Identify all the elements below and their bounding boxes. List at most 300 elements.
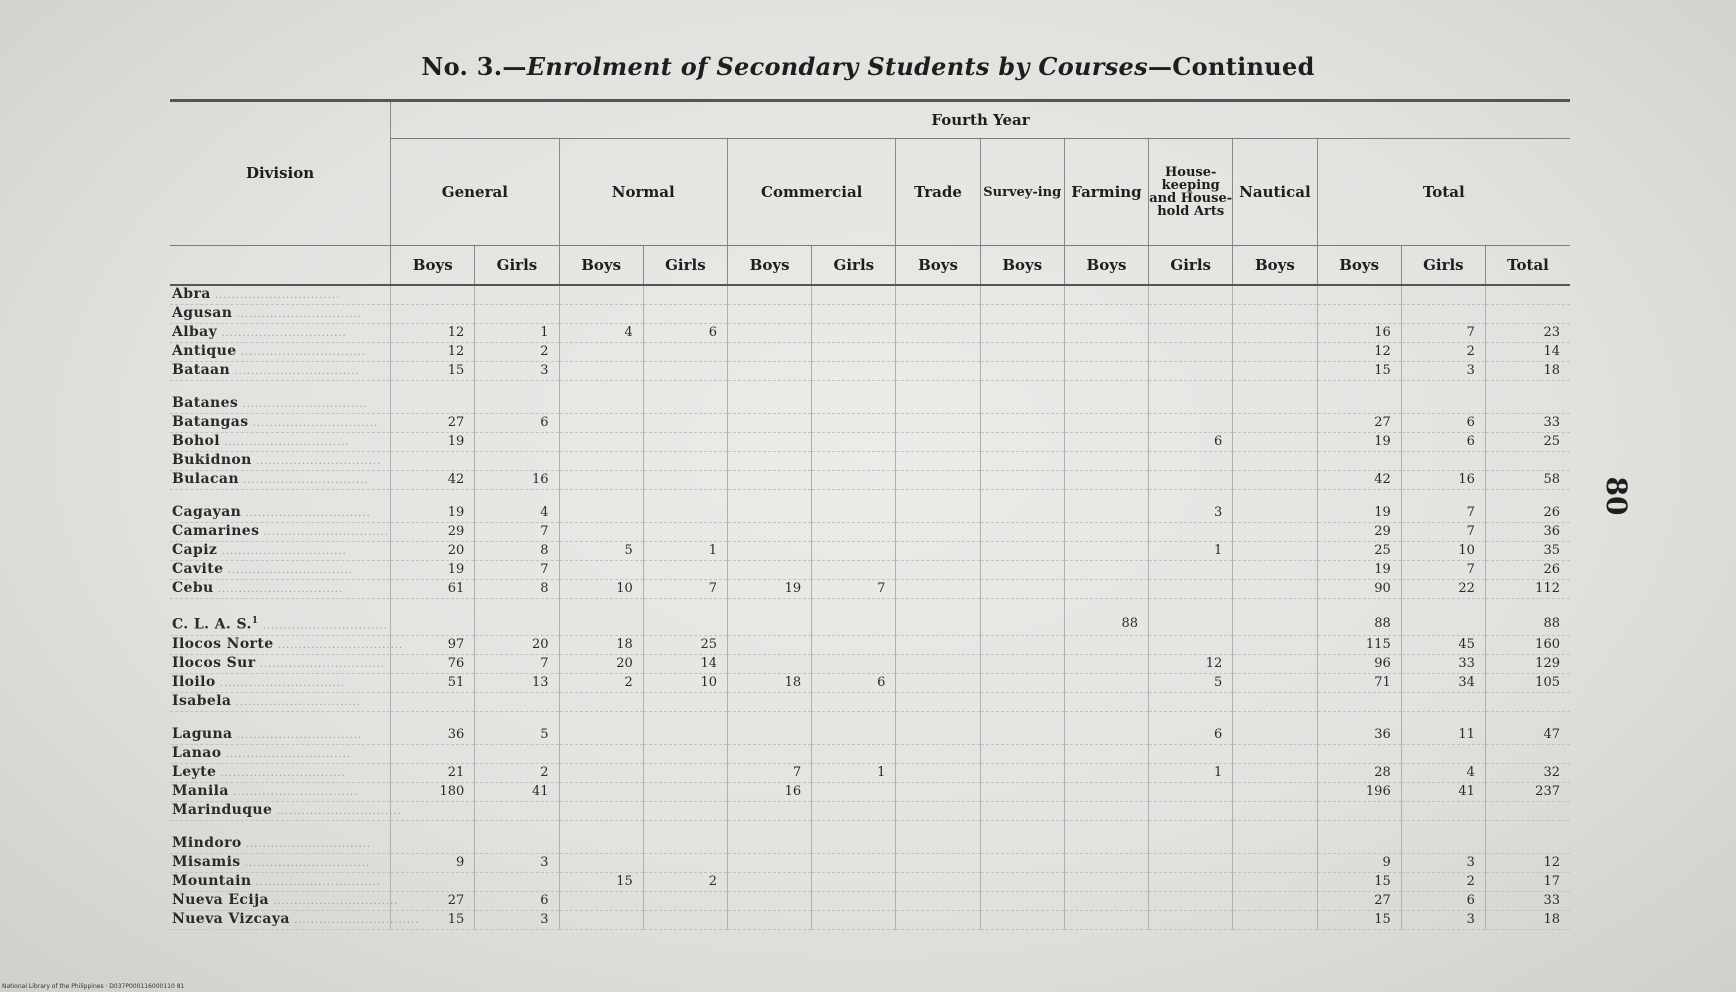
sub-header-cell: Total [1485,246,1570,286]
data-cell: 7 [812,580,896,599]
spacer-cell [1401,599,1485,614]
spacer-cell [1233,820,1317,835]
leader-dots: .............................. [251,456,382,467]
data-cell: 15 [1317,910,1401,929]
spacer-cell [170,599,391,614]
data-cell [812,362,896,381]
data-cell [1317,692,1401,711]
data-cell [1233,414,1317,433]
data-cell [643,561,727,580]
data-cell [559,763,643,782]
data-cell [1317,305,1401,324]
data-cell [1233,362,1317,381]
division-name: Bulacan [172,471,239,487]
division-name: Abra [172,286,211,302]
data-cell [1149,580,1233,599]
page-title: No. 3.—Enrolment of Secondary Students by Courses—Continued [421,52,1315,81]
sub-header-cell: Girls [643,246,727,286]
data-cell [643,613,727,635]
data-cell: 14 [1485,343,1570,362]
division-name: Mountain [172,872,252,889]
data-cell [896,452,980,471]
division-name: Cavite [172,561,224,577]
data-cell: 9 [391,853,475,872]
sub-header-cell: Boys [1064,246,1148,286]
data-cell [643,853,727,872]
leader-dots: .............................. [230,366,360,377]
division-name-cell [170,613,391,635]
data-cell [980,635,1064,654]
data-cell: 96 [1317,654,1401,673]
leader-dots: .............................. [238,475,369,486]
division-name: Marinduque [172,801,273,818]
data-cell [812,692,896,711]
data-cell: 129 [1485,654,1570,673]
data-cell [980,673,1064,692]
spacer-cell [896,381,980,396]
data-cell [559,726,643,745]
data-cell [1401,613,1485,635]
sub-header-cell: Boys [727,246,811,286]
data-cell [727,414,811,433]
data-cell [391,613,475,635]
table-row [170,853,1570,872]
data-cell [980,433,1064,452]
data-cell [559,452,643,471]
data-cell: 15 [391,910,475,929]
leader-dots: .............................. [232,309,362,320]
data-cell [1149,452,1233,471]
data-cell: 3 [1401,853,1485,872]
data-cell [980,343,1064,362]
data-cell: 41 [475,782,559,801]
table-row [170,726,1570,745]
data-cell [812,285,896,305]
data-cell [1233,910,1317,929]
data-cell [559,835,643,854]
spacer-cell [391,711,475,726]
data-cell [1233,835,1317,854]
data-cell: 26 [1485,561,1570,580]
sub-header-cell: Boys [896,246,980,286]
division-name-cell [170,542,391,561]
data-cell: 3 [475,853,559,872]
data-cell [980,580,1064,599]
data-cell: 112 [1485,580,1570,599]
data-cell: 7 [475,523,559,542]
division-name-cell [170,692,391,711]
division-name-cell [170,744,391,763]
spacer-cell [475,381,559,396]
data-cell [559,561,643,580]
data-cell: 71 [1317,673,1401,692]
data-cell [559,343,643,362]
data-cell: 1 [1149,763,1233,782]
data-cell [1064,561,1148,580]
data-cell: 16 [727,782,811,801]
division-name: Capiz [172,542,218,558]
data-cell [980,726,1064,745]
data-cell: 19 [1317,561,1401,580]
data-cell [1233,285,1317,305]
data-cell: 12 [1485,853,1570,872]
spacer-cell [170,820,391,835]
sub-header-cell: Girls [1401,246,1485,286]
data-cell [1233,613,1317,635]
spacer-cell [727,599,811,614]
data-cell: 7 [643,580,727,599]
data-cell [896,343,980,362]
data-cell [1149,801,1233,820]
data-cell [559,891,643,910]
course-header-commercial: Commercial [727,139,895,246]
data-cell [980,782,1064,801]
spacer-cell [727,711,811,726]
data-cell [1149,324,1233,343]
data-cell: 51 [391,673,475,692]
sub-header-cell: Boys [1317,246,1401,286]
data-cell: 27 [1317,891,1401,910]
division-column-header: Division [170,102,391,246]
data-cell: 11 [1401,726,1485,745]
group-spacer-row [170,711,1570,726]
data-cell [727,891,811,910]
data-cell [727,726,811,745]
data-cell [475,285,559,305]
data-cell: 2 [643,872,727,891]
spacer-cell [559,490,643,505]
data-cell [1401,801,1485,820]
data-cell [1401,395,1485,414]
data-cell: 3 [1401,910,1485,929]
data-cell [1401,285,1485,305]
data-cell [643,744,727,763]
table-row [170,744,1570,763]
leader-dots: .............................. [210,290,341,301]
course-header-total: Total [1317,139,1570,246]
division-name-cell [170,433,391,452]
data-cell [1233,635,1317,654]
data-cell [980,362,1064,381]
table-row [170,692,1570,711]
spacer-cell [812,490,896,505]
data-cell [812,414,896,433]
data-cell: 5 [1149,673,1233,692]
spacer-cell [170,490,391,505]
data-cell [643,763,727,782]
data-cell [980,891,1064,910]
data-cell: 25 [643,635,727,654]
data-cell: 18 [559,635,643,654]
division-name-cell [170,343,391,362]
division-name: Iloilo [172,673,216,690]
data-cell [643,395,727,414]
data-cell [980,835,1064,854]
data-cell: 6 [1401,414,1485,433]
division-name: Laguna [172,725,233,742]
group-spacer-row [170,599,1570,614]
data-cell [1317,801,1401,820]
data-cell [1064,414,1148,433]
data-cell: 33 [1401,654,1485,673]
data-cell [475,744,559,763]
data-cell: 7 [1401,504,1485,523]
sub-header-blank [170,246,391,286]
course-header-trade: Trade [896,139,980,246]
spacer-cell [896,490,980,505]
data-cell: 7 [475,654,559,673]
data-cell [1149,414,1233,433]
data-cell [1233,763,1317,782]
data-cell [812,910,896,929]
data-cell [1485,395,1570,414]
spacer-cell [980,381,1064,396]
spacer-cell [1233,381,1317,396]
data-cell [1064,835,1148,854]
data-cell [643,305,727,324]
data-cell [1317,835,1401,854]
data-cell: 90 [1317,580,1401,599]
data-cell: 33 [1485,414,1570,433]
data-cell [643,726,727,745]
data-cell [812,744,896,763]
data-cell [896,673,980,692]
course-header-general: General [391,139,559,246]
data-cell [1485,692,1570,711]
fourth-year-header: Fourth Year [391,102,1570,139]
data-cell [896,853,980,872]
data-cell [1233,343,1317,362]
data-cell [1149,782,1233,801]
data-cell: 160 [1485,635,1570,654]
data-cell: 2 [475,763,559,782]
data-cell [559,692,643,711]
division-name-cell [170,504,391,523]
data-cell: 15 [1317,362,1401,381]
spacer-cell [1485,711,1570,726]
data-cell [812,504,896,523]
spacer-cell [1149,490,1233,505]
data-cell [559,801,643,820]
division-name-cell [170,635,404,654]
data-cell: 12 [391,324,475,343]
data-cell: 13 [475,673,559,692]
data-cell [727,654,811,673]
table-row [170,504,1570,523]
data-cell [1233,654,1317,673]
division-name: Bukidnon [172,452,252,468]
data-cell [1233,673,1317,692]
group-spacer-row [170,381,1570,396]
table-row [170,523,1570,542]
data-cell: 6 [812,673,896,692]
data-cell: 88 [1317,613,1401,635]
leader-dots: .............................. [238,399,368,410]
data-cell: 1 [475,324,559,343]
leader-dots: .............................. [217,328,347,339]
group-spacer-row [170,820,1570,835]
data-cell [1485,835,1570,854]
data-cell [896,414,980,433]
spacer-cell [980,599,1064,614]
data-cell: 6 [643,324,727,343]
table-row [170,343,1570,362]
data-cell [1233,891,1317,910]
data-cell: 42 [1317,471,1401,490]
data-cell: 7 [1401,324,1485,343]
data-cell: 6 [1149,726,1233,745]
data-cell [1064,285,1148,305]
table-row [170,613,1570,635]
spacer-cell [1064,820,1148,835]
spacer-cell [391,490,475,505]
spacer-cell [391,820,475,835]
course-header-surveying: Survey-ing [980,139,1064,246]
data-cell [812,872,896,891]
data-cell [1064,853,1148,872]
data-cell: 6 [475,414,559,433]
data-cell [391,801,475,820]
table-row [170,395,1570,414]
data-cell [1064,580,1148,599]
division-name: Batangas [172,414,249,430]
data-cell [812,343,896,362]
data-cell: 7 [727,763,811,782]
data-cell [1149,523,1233,542]
division-name-cell [170,853,391,872]
leader-dots: .............................. [240,857,371,869]
spacer-cell [1233,599,1317,614]
division-name: Albay [172,324,218,340]
data-cell: 10 [1401,542,1485,561]
data-cell [1064,305,1148,324]
data-cell [980,414,1064,433]
data-cell: 6 [475,891,559,910]
data-cell [727,853,811,872]
table-row [170,801,1570,820]
spacer-cell [980,711,1064,726]
data-cell [812,433,896,452]
division-name-cell [170,763,391,782]
data-cell [812,835,896,854]
data-cell [643,285,727,305]
data-cell: 97 [391,635,475,654]
spacer-cell [1485,490,1570,505]
data-cell [1064,673,1148,692]
data-cell [1064,433,1148,452]
data-cell [1149,362,1233,381]
data-cell [727,561,811,580]
spacer-cell [643,490,727,505]
data-cell: 16 [1317,324,1401,343]
spacer-cell [475,711,559,726]
data-cell: 5 [559,542,643,561]
data-cell [1149,635,1233,654]
data-cell: 2 [1401,343,1485,362]
data-cell [1064,872,1148,891]
data-cell [1064,452,1148,471]
spacer-cell [812,381,896,396]
division-name: C. L. A. S. [172,616,252,633]
data-cell: 23 [1485,324,1570,343]
data-cell [1149,343,1233,362]
data-cell [1401,452,1485,471]
data-cell [1149,613,1233,635]
data-cell [980,324,1064,343]
data-cell [1064,782,1148,801]
data-cell [727,801,811,820]
data-cell [896,305,980,324]
spacer-cell [170,711,391,726]
data-cell [727,635,811,654]
data-cell: 36 [1485,523,1570,542]
data-cell [1233,504,1317,523]
division-name: Leyte [172,763,217,780]
data-cell [980,285,1064,305]
data-cell [391,395,475,414]
data-cell: 34 [1401,673,1485,692]
table-row [170,285,1570,305]
data-cell [980,561,1064,580]
data-cell: 47 [1485,726,1570,745]
division-name-cell [170,910,420,929]
spacer-cell [559,599,643,614]
data-cell: 18 [727,673,811,692]
data-cell [727,692,811,711]
data-cell [559,414,643,433]
data-cell [643,504,727,523]
leader-dots: .............................. [241,838,372,850]
data-cell [1317,452,1401,471]
table-row [170,654,1570,673]
spacer-cell [643,820,727,835]
data-cell [1233,305,1317,324]
data-cell: 12 [391,343,475,362]
data-cell: 29 [1317,523,1401,542]
data-cell [812,853,896,872]
data-cell [1401,744,1485,763]
data-cell: 26 [1485,504,1570,523]
division-name: Lanao [172,744,222,761]
data-cell [812,305,896,324]
data-cell [1064,763,1148,782]
data-cell [643,523,727,542]
sub-header-cell: Boys [391,246,475,286]
data-cell [727,910,811,929]
data-cell: 12 [1149,654,1233,673]
spacer-cell [1485,599,1570,614]
spacer-cell [643,381,727,396]
data-cell [1233,324,1317,343]
data-cell [1233,872,1317,891]
data-cell [1149,891,1233,910]
data-cell: 41 [1401,782,1485,801]
spacer-cell [1064,490,1148,505]
data-cell [475,801,559,820]
table-row [170,305,1570,324]
data-cell [896,782,980,801]
spacer-cell [1401,820,1485,835]
data-cell [391,872,475,891]
spacer-cell [812,711,896,726]
table-row [170,635,1570,654]
archive-footer-note: National Library of the Philippines · D037P000116000110 81 [2,983,185,990]
data-cell [475,433,559,452]
spacer-cell [1317,820,1401,835]
table-row [170,452,1570,471]
data-cell [1064,343,1148,362]
spacer-cell [643,711,727,726]
